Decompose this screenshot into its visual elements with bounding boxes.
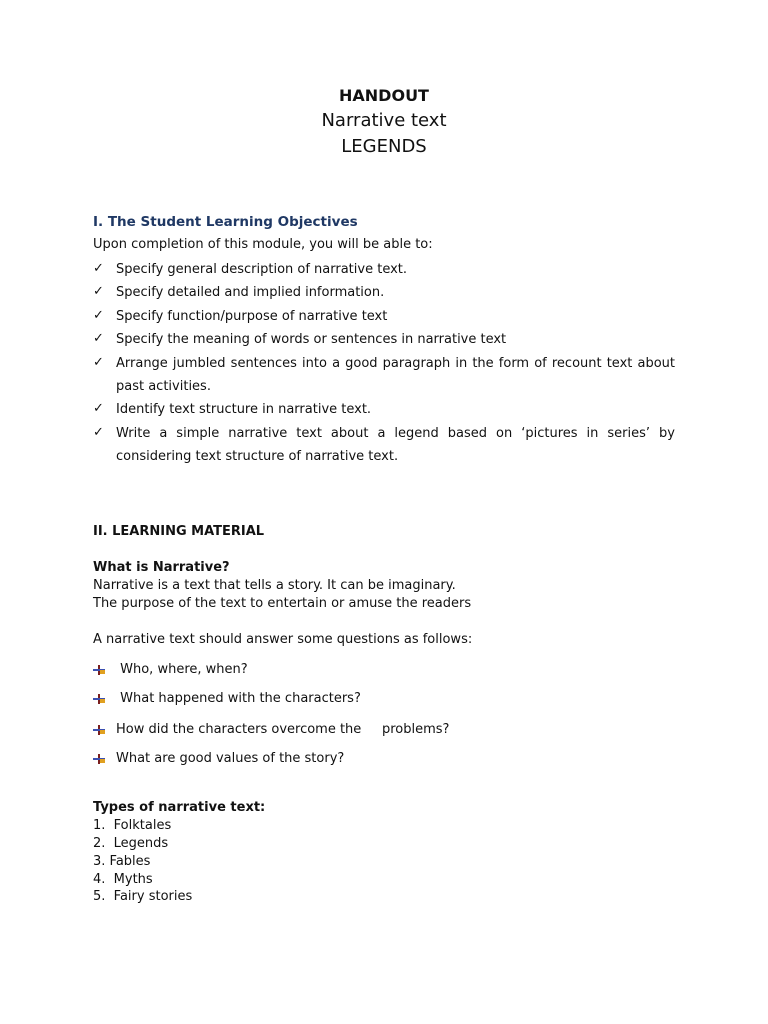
objective-text-continued: past activities.: [116, 379, 211, 394]
section-objectives-title: I. The Student Learning Objectives: [93, 214, 358, 230]
objective-item: [93, 331, 675, 351]
question-text: What happened with the characters?: [116, 691, 361, 706]
list-item: 5. Fairy stories: [93, 889, 193, 904]
objective-item: [93, 261, 675, 281]
list-item: 1. Folktales: [93, 818, 172, 833]
narrative-purpose: The purpose of the text to entertain or amuse the readers: [93, 596, 472, 611]
objective-text: Specify function/purpose of narrative text: [116, 309, 388, 324]
objective-item: [93, 284, 675, 304]
handout-heading: HANDOUT: [339, 86, 429, 105]
question-text: How did the characters overcome the problems?: [116, 722, 450, 737]
objective-item: [93, 425, 675, 468]
check-icon: ✓: [93, 355, 104, 370]
check-icon: ✓: [93, 308, 104, 323]
objective-item: [93, 401, 675, 421]
check-icon: ✓: [93, 331, 104, 346]
bullet-icon: [93, 725, 105, 735]
objective-item: [93, 308, 675, 328]
check-icon: ✓: [93, 284, 104, 299]
list-item: 3. Fables: [93, 854, 151, 869]
section-learning-material-title: II. LEARNING MATERIAL: [93, 524, 265, 539]
list-item: 2. Legends: [93, 836, 169, 851]
question-text: What are good values of the story?: [116, 751, 345, 766]
narrative-definition: Narrative is a text that tells a story. It can be imaginary.: [93, 578, 456, 593]
bullet-icon: [93, 754, 105, 764]
questions-intro: A narrative text should answer some questions as follows:: [93, 632, 473, 647]
objective-text: Specify detailed and implied information.: [116, 285, 385, 300]
objectives-intro: Upon completion of this module, you will be able to:: [93, 237, 433, 252]
check-icon: ✓: [93, 425, 104, 440]
types-heading: Types of narrative text:: [93, 800, 266, 815]
bullet-icon: [93, 665, 105, 675]
objective-item: [93, 355, 675, 398]
objective-text: Specify the meaning of words or sentences in narrative text: [116, 332, 507, 347]
list-item: 4. Myths: [93, 872, 153, 887]
what-is-narrative-heading: What is Narrative?: [93, 560, 230, 575]
objective-text: Identify text structure in narrative text.: [116, 402, 372, 417]
subtitle-narrative-text: Narrative text: [321, 110, 447, 131]
objective-text: Specify general description of narrative text.: [116, 262, 408, 277]
objective-text: Arrange jumbled sentences into a good paragraph in the form of recount text about: [116, 356, 675, 371]
bullet-icon: [93, 694, 105, 704]
topic-legends: LEGENDS: [341, 136, 427, 157]
objective-text: Write a simple narrative text about a legend based on ‘pictures in series’ by: [116, 426, 675, 441]
objective-text-continued: considering text structure of narrative text.: [116, 449, 399, 464]
check-icon: ✓: [93, 401, 104, 416]
question-text: Who, where, when?: [116, 662, 248, 677]
check-icon: ✓: [93, 261, 104, 276]
